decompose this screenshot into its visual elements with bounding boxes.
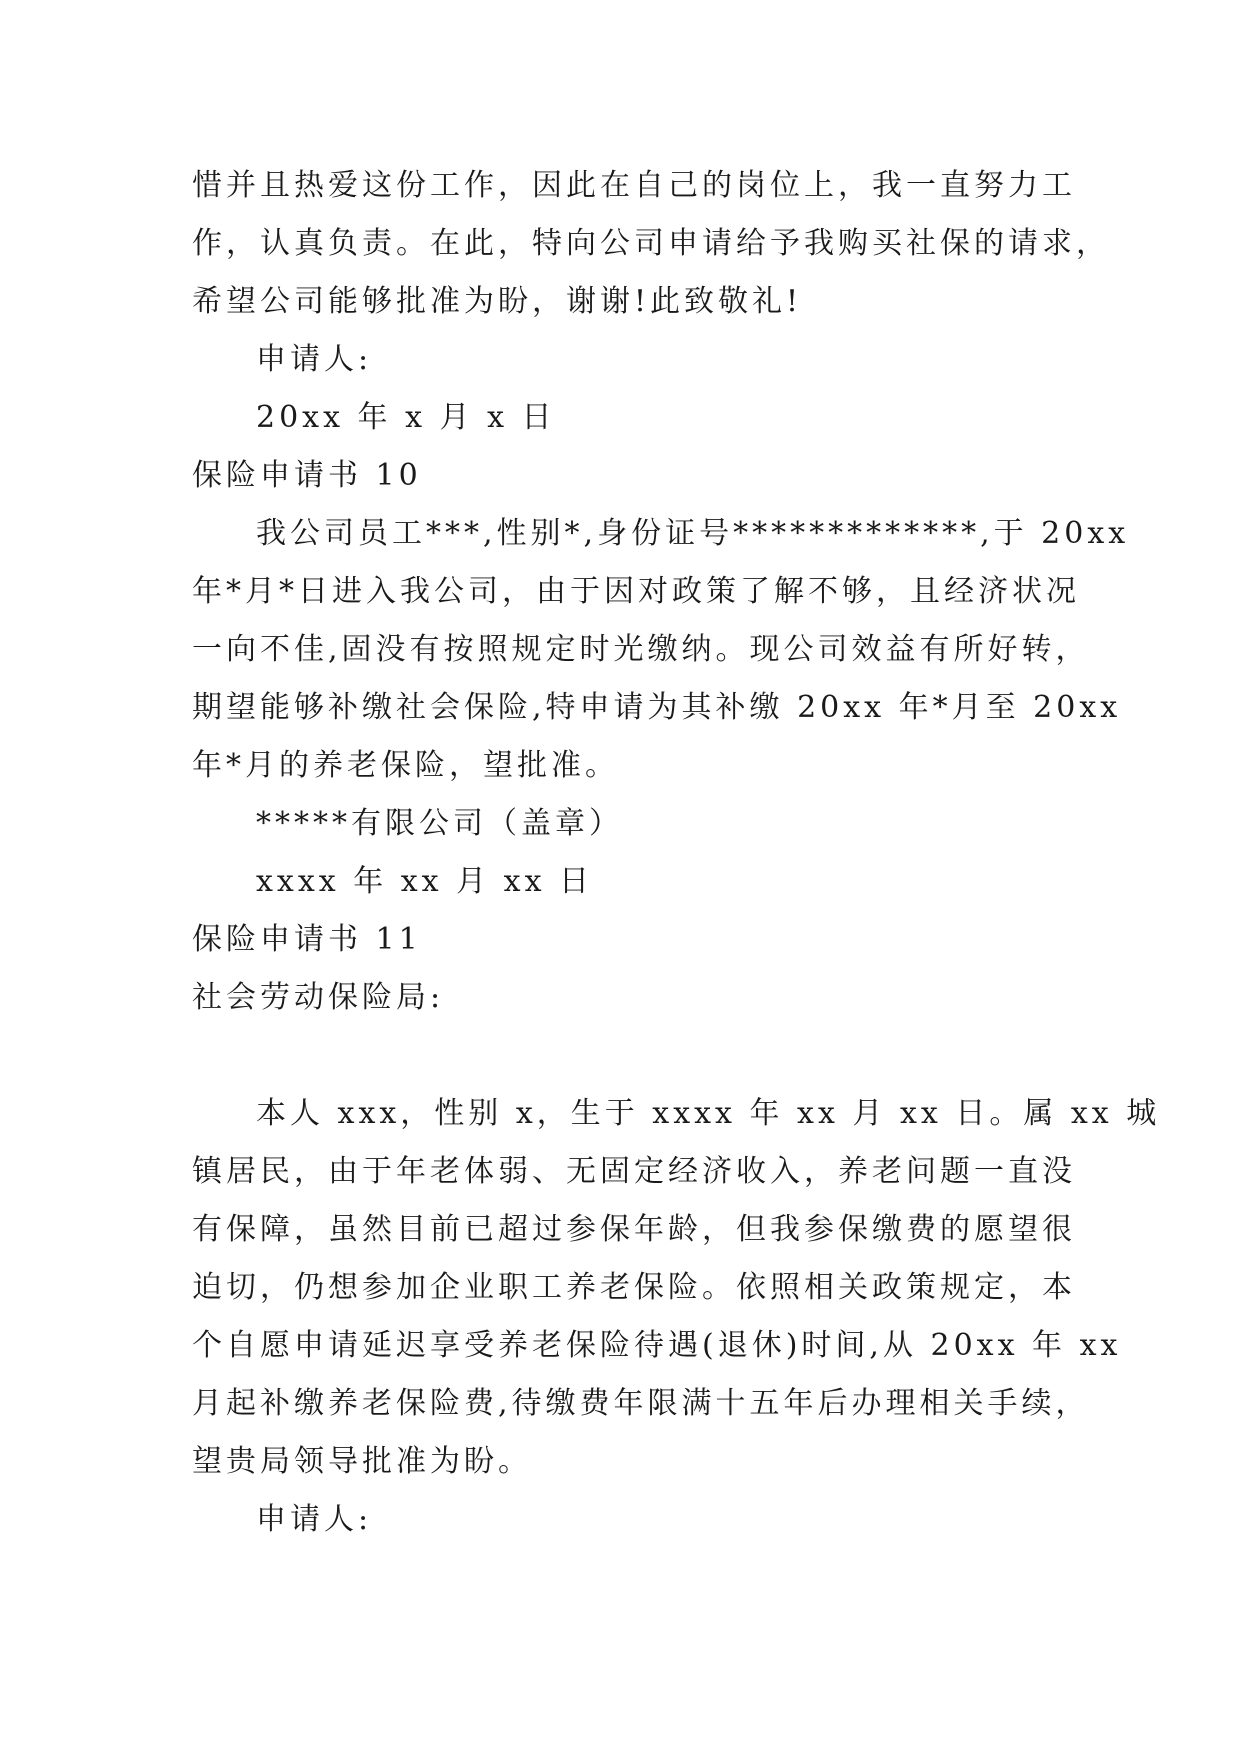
paragraph-line: 月起补缴养老保险费,待缴费年限满十五年后办理相关手续，	[192, 1386, 1090, 1421]
paragraph-line: 迫切，仍想参加企业职工养老保险。依照相关政策规定，本	[192, 1270, 1076, 1305]
addressee-line: 社会劳动保险局:	[192, 980, 445, 1015]
section-title: 保险申请书 11	[192, 922, 422, 957]
section-title: 保险申请书 10	[192, 458, 422, 493]
company-seal-line: *****有限公司（盖章）	[256, 806, 623, 841]
paragraph-line: 望贵局领导批准为盼。	[192, 1444, 532, 1479]
paragraph-line: 镇居民，由于年老体弱、无固定经济收入，养老问题一直没	[192, 1154, 1076, 1189]
paragraph-line: 个自愿申请延迟享受养老保险待遇(退休)时间,从 20xx 年 xx	[192, 1328, 1122, 1363]
paragraph-line: 作，认真负责。在此，特向公司申请给予我购买社保的请求，	[192, 226, 1110, 261]
date-line: xxxx 年 xx 月 xx 日	[256, 864, 594, 899]
paragraph-line: 本人 xxx，性别 x，生于 xxxx 年 xx 月 xx 日。属 xx 城	[256, 1096, 1161, 1131]
paragraph-line: 惜并且热爱这份工作，因此在自己的岗位上，我一直努力工	[192, 168, 1076, 203]
paragraph-line: 有保障，虽然目前已超过参保年龄，但我参保缴费的愿望很	[192, 1212, 1076, 1247]
paragraph-line: 期望能够补缴社会保险,特申请为其补缴 20xx 年*月至 20xx	[192, 690, 1122, 725]
paragraph-line: 我公司员工***,性别*,身份证号*************,于 20xx	[256, 516, 1130, 551]
applicant-label: 申请人:	[256, 1502, 373, 1537]
paragraph-line: 年*月*日进入我公司，由于因对政策了解不够，且经济状况	[192, 574, 1080, 609]
applicant-label: 申请人:	[256, 342, 373, 377]
document-body	[192, 157, 1161, 1549]
paragraph-line: 一向不佳,固没有按照规定时光缴纳。现公司效益有所好转，	[192, 632, 1090, 667]
date-line: 20xx 年 x 月 x 日	[256, 400, 556, 435]
paragraph-line: 年*月的养老保险，望批准。	[192, 748, 619, 783]
paragraph-line: 希望公司能够批准为盼，谢谢!此致敬礼!	[192, 284, 803, 319]
blank-line	[192, 1027, 1052, 1085]
